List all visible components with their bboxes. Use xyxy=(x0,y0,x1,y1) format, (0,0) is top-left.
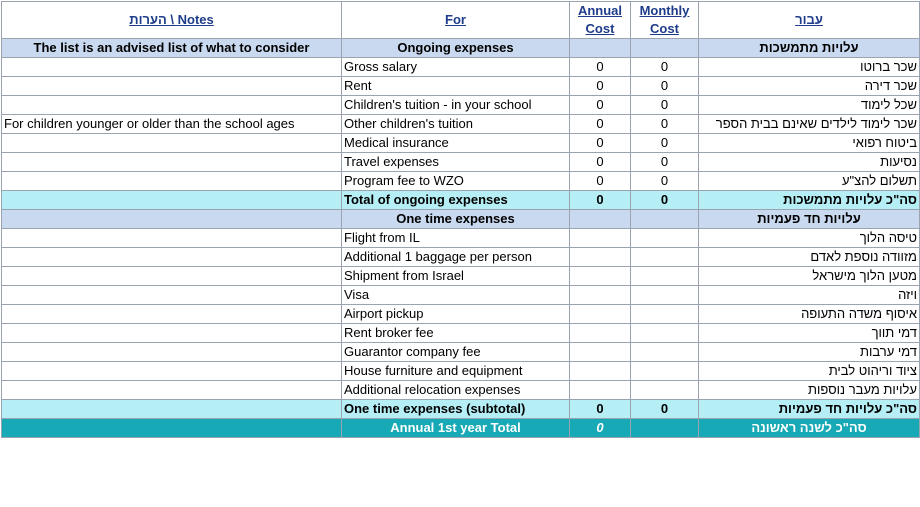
row-note[interactable] xyxy=(2,172,342,191)
table-row xyxy=(2,267,920,286)
row-label[interactable]: Shipment from Israel xyxy=(342,267,570,286)
row-note[interactable] xyxy=(2,153,342,172)
ongoing-total-monthly[interactable]: 0 xyxy=(631,191,699,210)
row-label[interactable]: Additional 1 baggage per person xyxy=(342,248,570,267)
row-hebrew[interactable]: מטען הלוך מישראל xyxy=(699,267,920,286)
header-row xyxy=(2,2,920,39)
row-note[interactable] xyxy=(2,305,342,324)
row-hebrew[interactable]: ביטוח רפואי xyxy=(699,134,920,153)
ongoing-monthly-blank[interactable] xyxy=(631,39,699,58)
row-annual[interactable]: 0 xyxy=(570,58,631,77)
subtotal-hebrew[interactable]: סה"כ עלויות חד פעמיות xyxy=(699,400,920,419)
row-hebrew[interactable]: נסיעות xyxy=(699,153,920,172)
row-monthly[interactable] xyxy=(631,362,699,381)
row-note[interactable] xyxy=(2,381,342,400)
ongoing-total-hebrew[interactable]: סה"כ עלויות מתמשכות xyxy=(699,191,920,210)
one-time-subtotal-row xyxy=(2,400,920,419)
subtotal-monthly[interactable]: 0 xyxy=(631,400,699,419)
one-time-monthly-blank[interactable] xyxy=(631,210,699,229)
row-monthly[interactable]: 0 xyxy=(631,77,699,96)
row-annual[interactable] xyxy=(570,248,631,267)
table-row xyxy=(2,362,920,381)
table-row xyxy=(2,58,920,77)
table-row xyxy=(2,229,920,248)
row-monthly[interactable] xyxy=(631,286,699,305)
ongoing-annual-blank[interactable] xyxy=(570,39,631,58)
table-row xyxy=(2,381,920,400)
row-hebrew[interactable]: עלויות מעבר נוספות xyxy=(699,381,920,400)
ongoing-total-note-blank[interactable] xyxy=(2,191,342,210)
one-time-annual-blank[interactable] xyxy=(570,210,631,229)
row-monthly[interactable]: 0 xyxy=(631,153,699,172)
row-hebrew[interactable]: שכל לימוד xyxy=(699,96,920,115)
row-label[interactable]: Travel expenses xyxy=(342,153,570,172)
row-label[interactable]: Program fee to WZO xyxy=(342,172,570,191)
row-hebrew[interactable]: ציוד וריהוט לבית xyxy=(699,362,920,381)
table-row xyxy=(2,343,920,362)
row-monthly[interactable]: 0 xyxy=(631,96,699,115)
header-for[interactable]: For xyxy=(342,2,570,39)
row-hebrew[interactable]: תשלום להצ"ע xyxy=(699,172,920,191)
advice-note[interactable]: The list is an advised list of what to consider xyxy=(2,39,342,58)
row-hebrew[interactable]: איסוף משדה התעופה xyxy=(699,305,920,324)
row-note[interactable]: For children younger or older than the school ages xyxy=(2,115,342,134)
one-time-note-blank[interactable] xyxy=(2,210,342,229)
table-row xyxy=(2,115,920,134)
table-row xyxy=(2,286,920,305)
table-row xyxy=(2,172,920,191)
row-label[interactable]: Gross salary xyxy=(342,58,570,77)
row-note[interactable] xyxy=(2,267,342,286)
row-note[interactable] xyxy=(2,134,342,153)
row-hebrew[interactable]: טיסה הלוך xyxy=(699,229,920,248)
row-label[interactable]: Other children's tuition xyxy=(342,115,570,134)
row-annual[interactable] xyxy=(570,343,631,362)
row-monthly[interactable] xyxy=(631,343,699,362)
row-hebrew[interactable]: שכר ברוטו xyxy=(699,58,920,77)
row-note[interactable] xyxy=(2,343,342,362)
table-row xyxy=(2,248,920,267)
header-notes[interactable]: Notes \ הערות xyxy=(2,2,342,39)
row-note[interactable] xyxy=(2,58,342,77)
one-time-section-row xyxy=(2,210,920,229)
row-monthly[interactable] xyxy=(631,305,699,324)
ongoing-total-label[interactable]: Total of ongoing expenses xyxy=(342,191,570,210)
row-label[interactable]: House furniture and equipment xyxy=(342,362,570,381)
header-hebrew-for[interactable]: עבור xyxy=(699,2,920,39)
cost-table xyxy=(1,1,920,438)
row-label[interactable]: Rent broker fee xyxy=(342,324,570,343)
row-annual[interactable] xyxy=(570,305,631,324)
row-label[interactable]: Visa xyxy=(342,286,570,305)
row-monthly[interactable] xyxy=(631,324,699,343)
ongoing-section-hebrew[interactable]: עלויות מתמשכות xyxy=(699,39,920,58)
grand-total-monthly-blank[interactable] xyxy=(631,419,699,438)
row-annual[interactable] xyxy=(570,381,631,400)
ongoing-total-row xyxy=(2,191,920,210)
row-monthly[interactable]: 0 xyxy=(631,172,699,191)
row-note[interactable] xyxy=(2,77,342,96)
row-hebrew[interactable]: מזוודה נוספת לאדם xyxy=(699,248,920,267)
row-annual[interactable]: 0 xyxy=(570,115,631,134)
row-annual[interactable]: 0 xyxy=(570,134,631,153)
row-note[interactable] xyxy=(2,229,342,248)
row-label[interactable]: Children's tuition - in your school xyxy=(342,96,570,115)
row-monthly[interactable] xyxy=(631,248,699,267)
row-hebrew[interactable]: שכר דירה xyxy=(699,77,920,96)
grand-total-annual[interactable]: 0 xyxy=(570,419,631,438)
row-monthly[interactable] xyxy=(631,229,699,248)
row-monthly[interactable]: 0 xyxy=(631,134,699,153)
row-annual[interactable] xyxy=(570,229,631,248)
header-monthly-cost[interactable]: Monthly Cost xyxy=(631,2,699,39)
row-annual[interactable] xyxy=(570,324,631,343)
row-hebrew[interactable]: ויזה xyxy=(699,286,920,305)
one-time-section-title[interactable]: One time expenses xyxy=(342,210,570,229)
grand-total-label[interactable]: Annual 1st year Total xyxy=(342,419,570,438)
row-label[interactable]: Guarantor company fee xyxy=(342,343,570,362)
header-annual-cost[interactable]: Annual Cost xyxy=(570,2,631,39)
row-note[interactable] xyxy=(2,324,342,343)
grand-total-note-blank[interactable] xyxy=(2,419,342,438)
row-note[interactable] xyxy=(2,286,342,305)
row-annual[interactable]: 0 xyxy=(570,172,631,191)
grand-total-row xyxy=(2,419,920,438)
row-annual[interactable] xyxy=(570,267,631,286)
row-label[interactable]: Airport pickup xyxy=(342,305,570,324)
ongoing-section-row xyxy=(2,39,920,58)
row-annual[interactable] xyxy=(570,362,631,381)
grand-total-hebrew[interactable]: סה"כ לשנה ראשונה xyxy=(699,419,920,438)
row-hebrew[interactable]: דמי תווך xyxy=(699,324,920,343)
row-annual[interactable]: 0 xyxy=(570,96,631,115)
row-hebrew[interactable]: שכר לימוד לילדים שאינם בבית הספר xyxy=(699,115,920,134)
row-note[interactable] xyxy=(2,96,342,115)
table-row xyxy=(2,305,920,324)
row-annual[interactable]: 0 xyxy=(570,77,631,96)
subtotal-annual[interactable]: 0 xyxy=(570,400,631,419)
subtotal-label[interactable]: One time expenses (subtotal) xyxy=(342,400,570,419)
row-note[interactable] xyxy=(2,362,342,381)
row-label[interactable]: Flight from IL xyxy=(342,229,570,248)
row-annual[interactable]: 0 xyxy=(570,153,631,172)
subtotal-note-blank[interactable] xyxy=(2,400,342,419)
row-annual[interactable] xyxy=(570,286,631,305)
one-time-section-hebrew[interactable]: עלויות חד פעמיות xyxy=(699,210,920,229)
row-label[interactable]: Rent xyxy=(342,77,570,96)
row-monthly[interactable] xyxy=(631,267,699,286)
table-row xyxy=(2,77,920,96)
row-label[interactable]: Additional relocation expenses xyxy=(342,381,570,400)
table-row xyxy=(2,324,920,343)
ongoing-total-annual[interactable]: 0 xyxy=(570,191,631,210)
row-monthly[interactable]: 0 xyxy=(631,115,699,134)
row-monthly[interactable] xyxy=(631,381,699,400)
row-hebrew[interactable]: דמי ערבות xyxy=(699,343,920,362)
row-label[interactable]: Medical insurance xyxy=(342,134,570,153)
table-row xyxy=(2,153,920,172)
ongoing-section-title[interactable]: Ongoing expenses xyxy=(342,39,570,58)
row-note[interactable] xyxy=(2,248,342,267)
table-row xyxy=(2,134,920,153)
row-monthly[interactable]: 0 xyxy=(631,58,699,77)
table-row xyxy=(2,96,920,115)
